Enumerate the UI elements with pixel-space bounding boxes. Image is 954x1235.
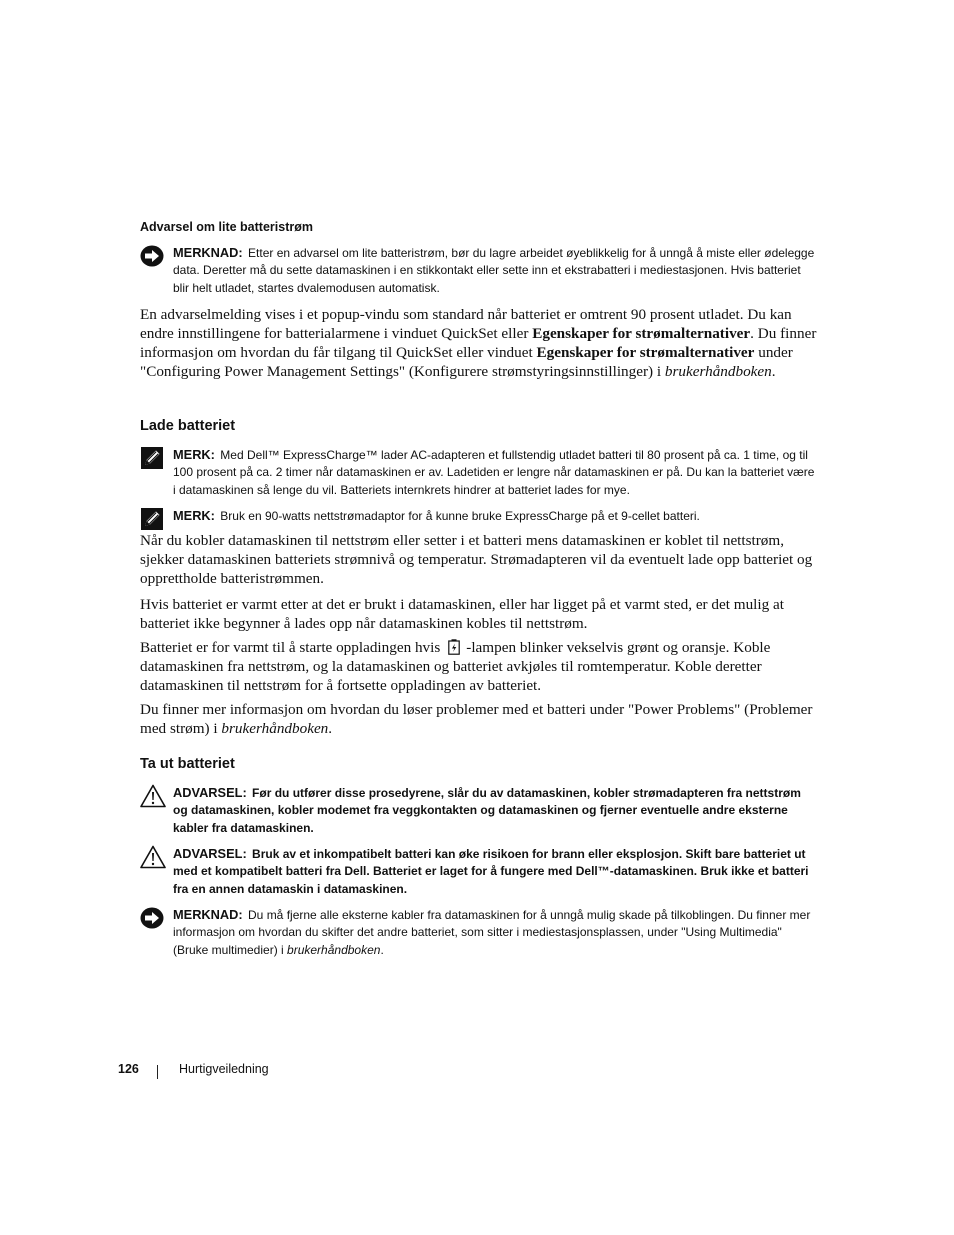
note-label: MERK: — [173, 447, 215, 462]
notice-low-battery — [140, 244, 820, 300]
battery-status-icon — [448, 639, 460, 655]
note-label: MERK: — [173, 508, 215, 523]
notice-external-cables — [140, 906, 820, 960]
note-pencil-icon — [140, 446, 166, 470]
paragraph-charging-3 — [140, 638, 818, 695]
text-run: . Du finner informasjon om hvordan du får tilgang til QuickSet eller vinduet — [140, 325, 817, 361]
ui-term: Egenskaper for strømalternativer — [532, 325, 751, 342]
warning-power-off — [140, 784, 820, 838]
note-expresscharge — [140, 446, 820, 500]
note-text: Med Dell™ ExpressCharge™ lader AC-adapteren et fullstendig utladet batteri til 80 prosent på ca. 1 time, og til 100 prosent på ca. 2 timer når datamaskinen er av. Ladetiden er lengre når datamaskinen er på. Du kan la batteriet være i datamaskinen så lenge du vil. Batteriets internkrets hindrer at batteriet lades for mye. — [173, 448, 815, 497]
paragraph-charging-2: Hvis batteriet er varmt etter at det er brukt i datamaskinen, eller har ligget på et varmt sted, er det mulig at batteriet ikke begynner å lades opp når datamaskinen kobles til nettstrøm. — [140, 596, 784, 632]
heading-low-battery: Advarsel om lite batteristrøm — [140, 220, 313, 234]
warning-incompatible-battery — [140, 845, 820, 899]
text-run: . — [771, 363, 776, 380]
paragraph-charging-4 — [140, 700, 818, 738]
notice-text: Du må fjerne alle eksterne kabler fra datamaskinen for å unngå mulig skade på tilkoblingen. Du finner mer informasjon om hvordan du skifter det andre batteriet, som sitter i mediestasjonsplassen, under "Using Multimedia" (Bruke multimedier) i — [173, 908, 811, 957]
note-text: Bruk en 90-watts nettstrømadaptor for å kunne bruke ExpressCharge på et 9-cellet batteri. — [220, 509, 700, 523]
warning-label: ADVARSEL: — [173, 785, 247, 800]
heading-removing: Ta ut batteriet — [140, 756, 235, 772]
notice-label: MERKNAD: — [173, 907, 243, 922]
notice-text: Etter en advarsel om lite batteristrøm, bør du lagre arbeidet øyeblikkelig for å unngå å miste eller ødelegge data. Deretter må du sette datamaskinen i en stikkontakt eller sette inn et ekstrabatteri i mediestasjonen. Hvis batteriet blir helt utladet, startes dvalemodusen automatisk. — [173, 246, 815, 295]
text-run: Batteriet er for varmt til å starte oppladingen hvis — [140, 639, 441, 656]
text-run: . — [380, 942, 384, 957]
text-run: En advarselmelding vises i et popup-vindu som standard når batteriet er omtrent 90 prosent utladet. Du kan endre innstillingene for batterialarmene i vinduet QuickSet eller — [140, 306, 792, 342]
warning-triangle-icon — [140, 845, 166, 869]
paragraph-low-battery — [140, 305, 818, 381]
page-number: 126 — [118, 1062, 139, 1076]
text-run: . — [328, 720, 333, 737]
footer-title: Hurtigveiledning — [179, 1062, 269, 1076]
notice-label: MERKNAD: — [173, 245, 243, 260]
paragraph-charging-1: Når du kobler datamaskinen til nettstrøm eller setter i et batteri mens datamaskinen er koblet til nettstrøm, sjekker datamaskinen batteriets strømnivå og temperatur. Strømadapteren vil da eventuelt lade opp batteriet og opprettholde batteristrømmen. — [140, 532, 813, 587]
text-run: Du finner mer informasjon om hvordan du løser problemer med et batteri under "Power Problems" (Problemer med strøm) i — [140, 701, 813, 737]
heading-charging: Lade batteriet — [140, 418, 236, 434]
book-title: brukerhåndboken — [664, 363, 772, 380]
warning-label: ADVARSEL: — [173, 846, 247, 861]
warning-triangle-icon — [140, 784, 166, 808]
warning-text: Bruk av et inkompatibelt batteri kan øke risikoen for brann eller eksplosjon. Skift bare batteriet ut med et kompatibelt batteri fra Dell. Batteriet er laget for å fungere med Dell™-datamaskinen. Bruk ikke et batteri fra en annen datamaskin i datamaskinen. — [173, 847, 809, 896]
text-run: -lampen blinker vekselvis grønt og oransje. Koble datamaskinen fra nettstrøm, og la datamaskinen og batteriet avkjøles til romtemperatur. Koble deretter datamaskinen til nettstrøm for å fortsette oppladingen av batteriet. — [140, 639, 771, 694]
notice-arrow-icon — [140, 906, 166, 930]
book-title: brukerhåndboken — [287, 942, 381, 957]
note-90-watt — [140, 507, 820, 529]
ui-term: Egenskaper for strømalternativer — [536, 344, 755, 361]
book-title: brukerhåndboken — [221, 720, 329, 737]
text-run: under "Configuring Power Management Settings" (Konfigurere strømstyringsinnstillinger) i — [140, 344, 793, 380]
footer-divider — [157, 1065, 158, 1079]
warning-text: Før du utfører disse prosedyrene, slår du av datamaskinen, kobler strømadapteren fra nettstrøm og datamaskinen, kobler modemet fra veggkontakten og datamaskinen og fjerner eventuelle andre eksterne kabler fra datamaskinen. — [173, 786, 801, 835]
note-pencil-icon — [140, 507, 166, 531]
notice-arrow-icon — [140, 244, 166, 268]
